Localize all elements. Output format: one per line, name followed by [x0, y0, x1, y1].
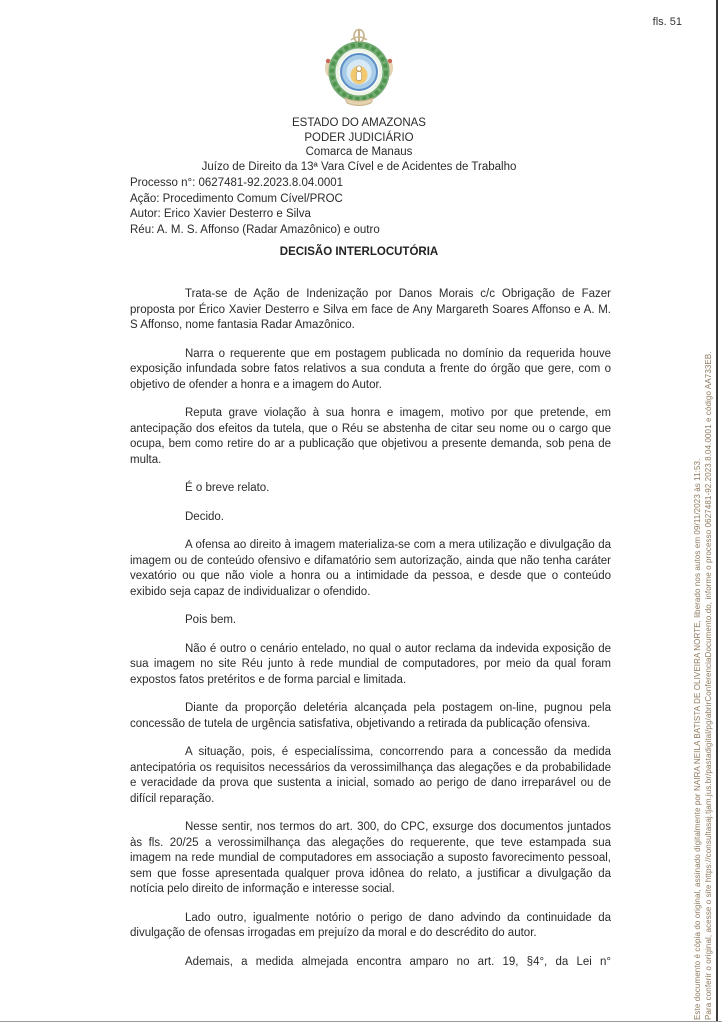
paragraph: Decido.	[185, 510, 224, 523]
page-right-border	[716, 0, 718, 1022]
paragraph: Nesse sentir, nos termos do art. 300, do CPC, exsurge dos documentos juntados às fls. 20/25 a verossimilhança das alegações do requerente, que teve estampada sua imagem na rede mundial de computadores em associação a suposto favorecimento pessoal, sem que fosse apresentada qualquer prova idônea do relato, a justificar a divulgação da notícia pelo direito de informação e interesse social.	[130, 821, 611, 895]
header-comarca: Comarca de Manaus	[305, 146, 413, 159]
decision-body	[130, 287, 611, 983]
folio-number: fls. 51	[652, 16, 682, 28]
header-vara: Juízo de Direito da 13ª Vara Cível e de Acidentes de Trabalho	[201, 160, 517, 173]
paragraph: Narra o requerente que em postagem publicada no domínio da requerida houve exposição infundada sobre fatos relativos a sua conduta a frente do órgão que gere, com o objetivo de ofender a honra e a imagem do Autor.	[130, 347, 611, 391]
paragraph: Lado outro, igualmente notório o perigo de dano advindo da continuidade da divulgação de ofensas irrogadas em prejuízo da moral e do descrédito do autor.	[130, 911, 611, 939]
paragraph: Não é outro o cenário entelado, no qual o autor reclama da indevida exposição de sua imagem no site Réu junto à rede mundial de computadores, por meio da qual foram expostos fatos pretéritos e de forma parcial e limitada.	[130, 642, 611, 686]
paragraph: Reputa grave violação à sua honra e imagem, motivo por que pretende, em antecipação dos efeitos da tutela, que o Réu se abstenha de citar seu nome ou o cargo que ocupa, bem como retire do ar a publicação que objetivou a presente demanda, sob pena de multa.	[130, 407, 611, 466]
case-plaintiff: Autor: Erico Xavier Desterro e Silva	[130, 208, 311, 221]
page-bottom-border	[0, 1021, 722, 1022]
digital-signature-strip	[692, 30, 714, 1020]
case-action-type: Ação: Procedimento Comum Cível/PROC	[130, 192, 343, 205]
signature-verification-text: Para conferir o original, acesse o site https://consultasaj.tjam.jus.br/pastadigital/pg/abrirConferenciaDocumento.do, informe o processo 0627481-92.2023.8.04.0001 e código AA733EB.	[704, 351, 713, 1020]
case-info	[130, 176, 616, 238]
case-process-number: Processo n°: 0627481-92.2023.8.04.0001	[130, 177, 344, 189]
header-branch: PODER JUDICIÁRIO	[304, 131, 414, 144]
header-state: ESTADO DO AMAZONAS	[292, 117, 426, 129]
paragraph: A ofensa ao direito à imagem materializa-se com a mera utilização e divulgação da imagem ou de conteúdo ofensivo e difamatório sem autorização, ainda que não tenha caráter vexatório ou que não viole a honra ou a intimidade da pessoa, e desde que o conteúdo exibido seja capaz de individualizar o ofendido.	[130, 539, 611, 598]
paragraph: É o breve relato.	[185, 482, 270, 494]
signature-authenticity-text: Este documento é cópia do original, assinado digitalmente por NAIRA NEILA BATISTA DE OLIVEIRA NORTE, liberado nos autos em 09/11/2023 às 11:53.	[693, 458, 702, 1020]
paragraph: Ademais, a medida almejada encontra amparo no art. 19, §4°, da Lei n°	[185, 955, 611, 968]
decision-title: DECISÃO INTERLOCUTÓRIA	[279, 246, 439, 258]
case-defendant: Réu: A. M. S. Affonso (Radar Amazônico) e outro	[130, 223, 380, 236]
paragraph: A situação, pois, é especialíssima, concorrendo para a concessão da medida antecipatória os requisitos necessários da verossimilhança das alegações e da probabilidade e veracidade da prova que sustenta a inicial, somado ao perigo de dano irreparável ou de difícil reparação.	[130, 746, 611, 805]
paragraph: Pois bem.	[185, 614, 237, 626]
paragraph: Trata-se de Ação de Indenização por Danos Morais c/c Obrigação de Fazer proposta por Érico Xavier Desterro e Silva em face de Any Margareth Soares Affonso e A. M. S Affonso, nome fantasia Radar Amazônico.	[130, 288, 611, 331]
tjam-coat-of-arms-icon	[318, 28, 400, 113]
paragraph: Diante da proporção deletéria alcançada pela postagem on-line, pugnou pela concessão de tutela de urgência satisfativa, objetivando a retirada da publicação ofensiva.	[130, 702, 611, 730]
court-header	[128, 28, 590, 174]
